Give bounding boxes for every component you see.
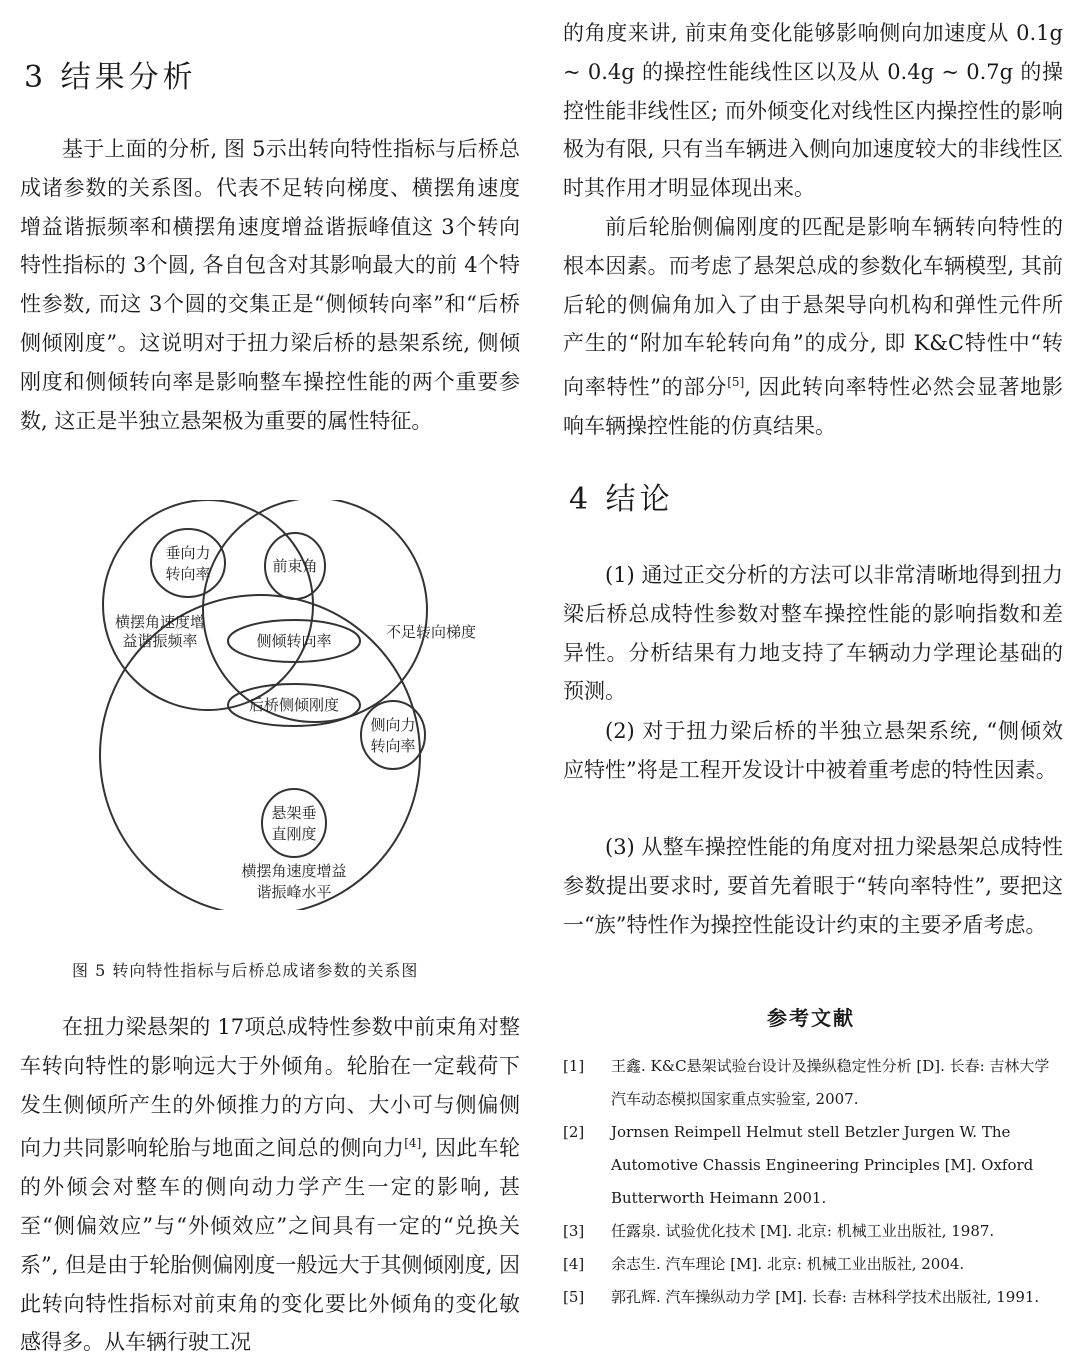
label-understeer: 不足转向梯度 (385, 623, 477, 641)
susp-vert-ellipse (262, 789, 326, 857)
citation-4: [4] (404, 1136, 422, 1151)
reference-item (563, 1116, 1063, 1215)
reference-text: Jornsen Reimpell Helmut stell Betzler Jurgen W. The Automotive Chassis Engineering Principles [M]. Oxford Butterworth Heimann 2001. (611, 1123, 1034, 1207)
label-yaw-peak-2: 谐振峰水平 (256, 883, 332, 901)
left-paragraph-2 (20, 1008, 520, 1362)
reference-text: 余志生. 汽车理论 [M]. 北京: 机械工业出版社, 2004. (611, 1255, 965, 1273)
section-3-heading: 3 结果分析 (24, 60, 197, 95)
label-roll-steer: 侧倾转向率 (256, 632, 332, 650)
label-yaw-peak-1: 横摆角速度增益 (241, 862, 347, 880)
right-paragraph-tire-text: 前后轮胎侧偏刚度的匹配是影响车辆转向特性的根本因素。而考虑了悬架总成的参数化车辆模型, 其前后轮的侧偏角加入了由于悬架导向机构和弹性元件所产生的“附加车轮转向角”的成分, 即 K&C特性中“转向率特性”的部分 (563, 215, 1063, 400)
conclusion-1: (1) 通过正交分析的方法可以非常清晰地得到扭力梁后桥总成特性参数对整车操控性能的影响指数和差异性。分析结果有力地支持了车辆动力学理论基础的预测。 (563, 563, 1063, 704)
right-paragraph-continued: 的角度来讲, 前束角变化能够影响侧向加速度从 0.1g ~ 0.4g 的操控性能线性区以及从 0.4g ~ 0.7g 的操控性能非线性区; 而外倾变化对线性区内操控性的影响极为有限, 只有当车辆进入侧向加速度较大的非线性区时其作用才明显体现出来。 (563, 21, 1063, 201)
reference-text: 郭孔辉. 汽车操纵动力学 [M]. 长春: 吉林科学技术出版社, 1991. (611, 1288, 1040, 1306)
label-yaw-freq-2: 益谐振频率 (122, 632, 198, 650)
reference-text: 王鑫. K&C悬架试验台设计及操纵稳定性分析 [D]. 长春: 吉林大学汽车动态模拟国家重点实验室, 2007. (611, 1057, 1050, 1108)
label-susp-vert-2: 直刚度 (271, 825, 317, 843)
reference-number: [3] (563, 1222, 585, 1240)
reference-number: [2] (563, 1123, 585, 1141)
label-vertical-force-2: 转向率 (165, 565, 211, 583)
section-3-paragraph: 基于上面的分析, 图 5示出转向特性指标与后桥总成诸参数的关系图。代表不足转向梯度、横摆角速度增益谐振频率和横摆角速度增益谐振峰值这 3个转向特性指标的 3个圆, 各自包含对其影响最大的前 4个特性参数, 而这 3个圆的交集正是“侧倾转向率”和“后桥侧倾刚度”。这说明对于扭力梁后桥的悬架系统, 侧倾刚度和侧倾转向率是影响整车操控性能的两个重要参数, 这正是半独立悬架极为重要的属性特征。 (20, 137, 520, 433)
understeer-circle (203, 500, 427, 722)
lateral-force-steer-ellipse (361, 701, 425, 769)
reference-number: [1] (563, 1057, 585, 1075)
section-4-heading: 4 结论 (569, 482, 674, 517)
reference-item (563, 1050, 1063, 1116)
references-list (563, 1050, 1063, 1314)
label-lateral-force-2: 转向率 (370, 737, 416, 755)
reference-number: [5] (563, 1288, 585, 1306)
right-paragraph-tire-rest: , 因此转向率特性必然会显著地影响车辆操控性能的仿真结果。 (563, 375, 1063, 438)
label-susp-vert-1: 悬架垂 (271, 804, 317, 822)
reference-item (563, 1248, 1063, 1281)
reference-number: [4] (563, 1255, 585, 1273)
citation-5: [5] (727, 375, 745, 390)
venn-diagram (80, 500, 580, 910)
label-front-toe: 前束角 (272, 557, 318, 575)
left-paragraph-2-text: 在扭力梁悬架的 17项总成特性参数中前束角对整车转向特性的影响远大于外倾角。轮胎在一定载荷下发生侧倾所产生的外倾推力的方向、大小可与侧偏侧向力共同影响轮胎与地面之间总的侧向力 (20, 1015, 520, 1161)
references-heading: 参考文献 (767, 1006, 855, 1030)
yaw-freq-circle (103, 500, 313, 710)
conclusion-2: (2) 对于扭力梁后桥的半独立悬架系统, “侧倾效应特性”将是工程开发设计中被着重考虑的特性因素。 (563, 719, 1063, 782)
label-vertical-force-1: 垂向力 (165, 544, 211, 562)
label-rear-roll-stiffness: 后桥侧倾刚度 (248, 696, 340, 714)
conclusion-3: (3) 从整车操控性能的角度对扭力梁悬架总成特性参数提出要求时, 要首先着眼于“转向率特性”, 要把这一“族”特性作为操控性能设计约束的主要矛盾考虑。 (563, 835, 1063, 937)
figure-5-caption: 图 5 转向特性指标与后桥总成诸参数的关系图 (72, 961, 419, 980)
reference-item (563, 1281, 1063, 1314)
left-paragraph-2-rest: , 因此车轮的外倾会对整车的侧向动力学产生一定的影响, 甚至“侧偏效应”与“外倾效应”之间具有一定的“兑换关系”, 但是由于轮胎侧偏刚度一般远大于其侧倾刚度, 因此转向特性指标对前束角的变化要比外倾角的变化敏感得多。从车辆行驶工况 (20, 1136, 520, 1355)
right-paragraph-tire (563, 208, 1063, 446)
label-lateral-force-1: 侧向力 (370, 716, 416, 734)
reference-item (563, 1215, 1063, 1248)
reference-text: 任露泉. 试验优化技术 [M]. 北京: 机械工业出版社, 1987. (611, 1222, 995, 1240)
label-yaw-freq-1: 横摆角速度增 (114, 613, 206, 631)
